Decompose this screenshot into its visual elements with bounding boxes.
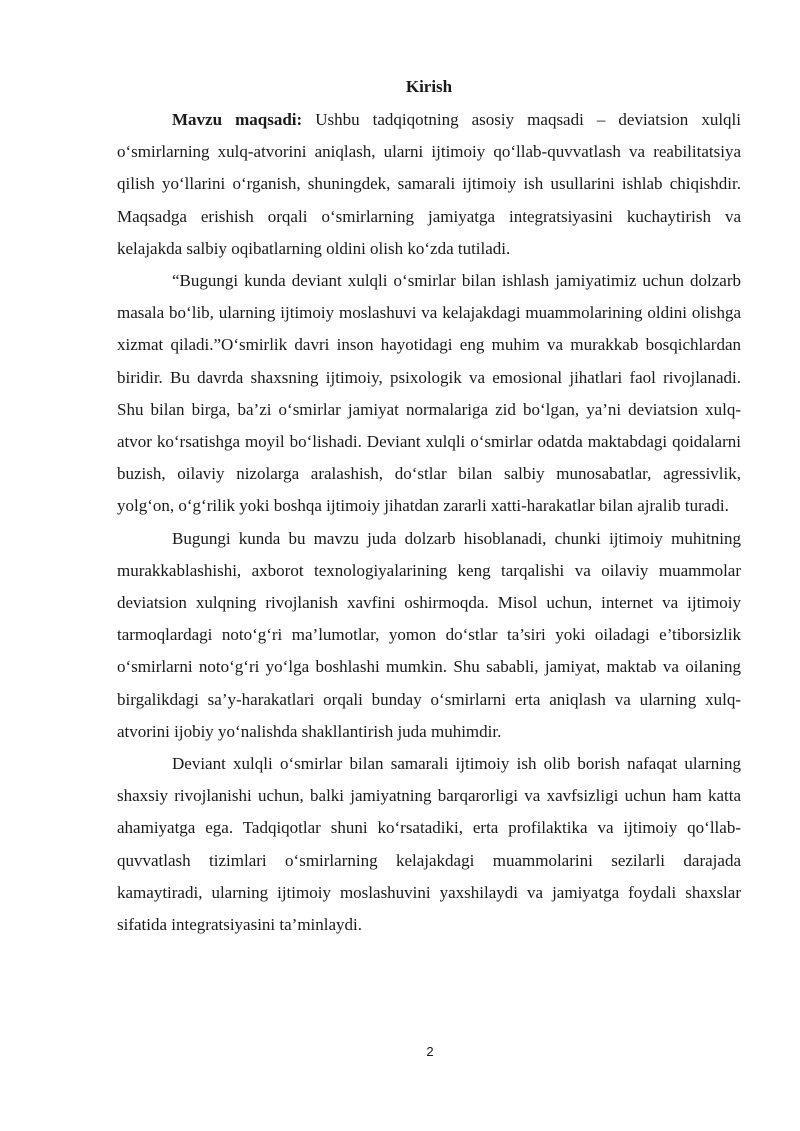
paragraph-relevance	[117, 523, 741, 748]
page-content	[117, 70, 741, 941]
paragraph-text: Bugungi kunda bu mavzu juda dolzarb hisoblanadi, chunki ijtimoiy muhitning murakkablashishi, axborot texnologiyalarining keng tarqalishi va oilaviy muammolar deviatsion xulqning rivojlanish xavfini oshirmoqda. Misol uchun, internet va ijtimoiy tarmoqlardagi noto‘g‘ri ma’lumotlar, yomon do‘stlar ta’siri yoki oiladagi e’tiborsizlik o‘smirlarni noto‘g‘ri yo‘lga boshlashi mumkin. Shu sababli, jamiyat, maktab va oilaning birgalikdagi sa’y-harakatlari orqali bunday o‘smirlarni erta aniqlash va ularning xulq-atvorini ijobiy yo‘nalishda shakllantirish juda muhimdir.	[117, 528, 741, 741]
page-number: 2	[426, 1044, 434, 1059]
paragraph-goal	[117, 104, 741, 265]
paragraph-lead: Mavzu maqsadi:	[172, 110, 303, 129]
paragraph-text: “Bugungi kunda deviant xulqli o‘smirlar bilan ishlash jamiyatimiz uchun dolzarb masala bo‘lib, ularning ijtimoiy moslashuvi va kelajakdagi muammolarining oldini olishga xizmat qiladi.”O‘smirlik davri inson hayotidagi eng muhim va murakkab bosqichlardan biridir. Bu davrda shaxsning ijtimoiy, psixologik va emosional jihatlari faol rivojlanadi. Shu bilan birga, ba’zi o‘smirlar jamiyat normalariga zid bo‘lgan, ya’ni deviatsion xulq-atvor ko‘rsatishga moyil bo‘lishadi. Deviant xulqli o‘smirlar odatda maktabdagi qoidalarni buzish, oilaviy nizolarga aralashish, do‘stlar bilan salbiy munosabatlar, agressivlik, yolg‘on, o‘g‘rilik yoki boshqa ijtimoiy jihatdan zararli xatti-harakatlar bilan ajralib turadi.	[117, 271, 741, 516]
paragraph-text: Deviant xulqli o‘smirlar bilan samarali ijtimoiy ish olib borish nafaqat ularning shaxsiy rivojlanishi uchun, balki jamiyatning barqarorligi va xavfsizligi uchun ham katta ahamiyatga ega. Tadqiqotlar shuni ko‘rsatadiki, erta profilaktika va ijtimoiy qo‘llab-quvvatlash tizimlari o‘smirlarning kelajakdagi muammolarini sezilarli darajada kamaytiradi, ularning ijtimoiy moslashuvini yaxshilaydi va jamiyatga foydali shaxslar sifatida integratsiyasini ta’minlaydi.	[117, 754, 741, 935]
paragraph-importance	[117, 748, 741, 941]
paragraph-quote	[117, 265, 741, 523]
document-title: Kirish	[405, 77, 453, 96]
paragraph-text: Ushbu tadqiqotning asosiy maqsadi – deviatsion xulqli o‘smirlarning xulq-atvorini aniqlash, ularni ijtimoiy qo‘llab-quvvatlash va reabilitatsiya qilish yo‘llarini o‘rganish, shuningdek, samarali ijtimoiy ish usullarini ishlab chiqishdir. Maqsadga erishish orqali o‘smirlarning jamiyatga integratsiyasini kuchaytirish va kelajakda salbiy oqibatlarning oldini olish ko‘zda tutiladi.	[117, 110, 742, 258]
